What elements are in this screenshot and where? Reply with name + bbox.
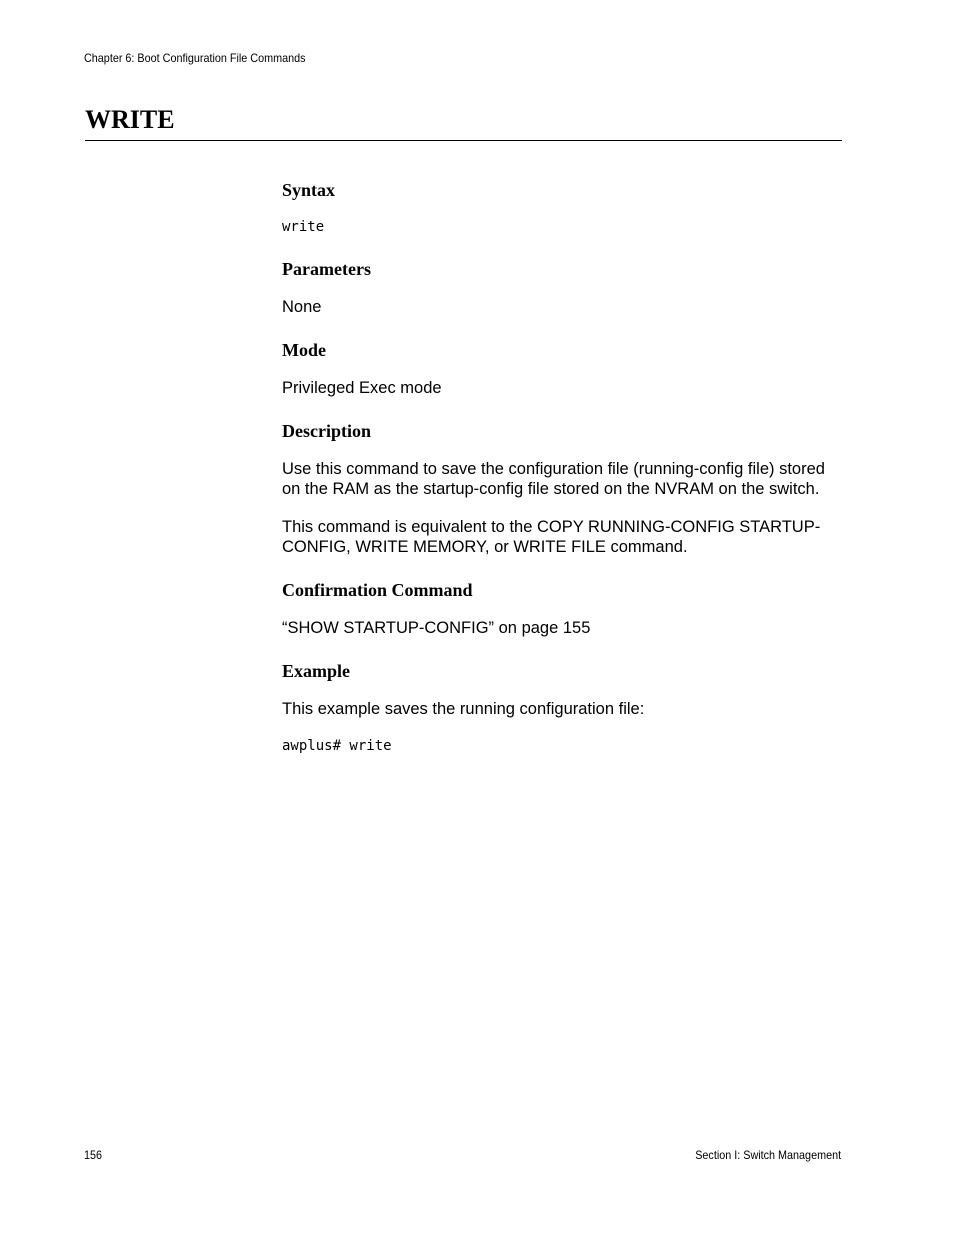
page-title: WRITE xyxy=(85,105,175,134)
syntax-heading: Syntax xyxy=(282,180,336,200)
title-rule xyxy=(85,140,842,141)
description-paragraph-1-line-1: Use this command to save the configuration file (running-config file) stored xyxy=(282,460,825,478)
example-text: This example saves the running configuration file: xyxy=(282,700,645,718)
running-header: Chapter 6: Boot Configuration File Commands xyxy=(84,51,306,65)
description-paragraph-2-line-1: This command is equivalent to the COPY RUNNING-CONFIG STARTUP- xyxy=(282,518,821,536)
footer-section: Section I: Switch Management xyxy=(695,1148,841,1162)
description-paragraph-1 xyxy=(282,459,852,499)
footer-page-number: 156 xyxy=(84,1148,103,1162)
mode-text: Privileged Exec mode xyxy=(282,379,442,397)
parameters-heading: Parameters xyxy=(282,259,371,279)
description-paragraph-2-line-2: CONFIG, WRITE MEMORY, or WRITE FILE command. xyxy=(282,538,688,556)
confirmation-heading: Confirmation Command xyxy=(282,580,473,600)
example-code: awplus# write xyxy=(282,738,392,754)
confirmation-link[interactable]: “SHOW STARTUP-CONFIG” on page 155 xyxy=(282,619,591,637)
description-paragraph-1-line-2: on the RAM as the startup-config file stored on the NVRAM on the switch. xyxy=(282,480,820,498)
description-paragraph-2 xyxy=(282,517,852,557)
description-heading: Description xyxy=(282,421,371,441)
example-heading: Example xyxy=(282,661,351,681)
syntax-code: write xyxy=(282,219,325,235)
mode-heading: Mode xyxy=(282,340,326,360)
parameters-text: None xyxy=(282,298,322,316)
